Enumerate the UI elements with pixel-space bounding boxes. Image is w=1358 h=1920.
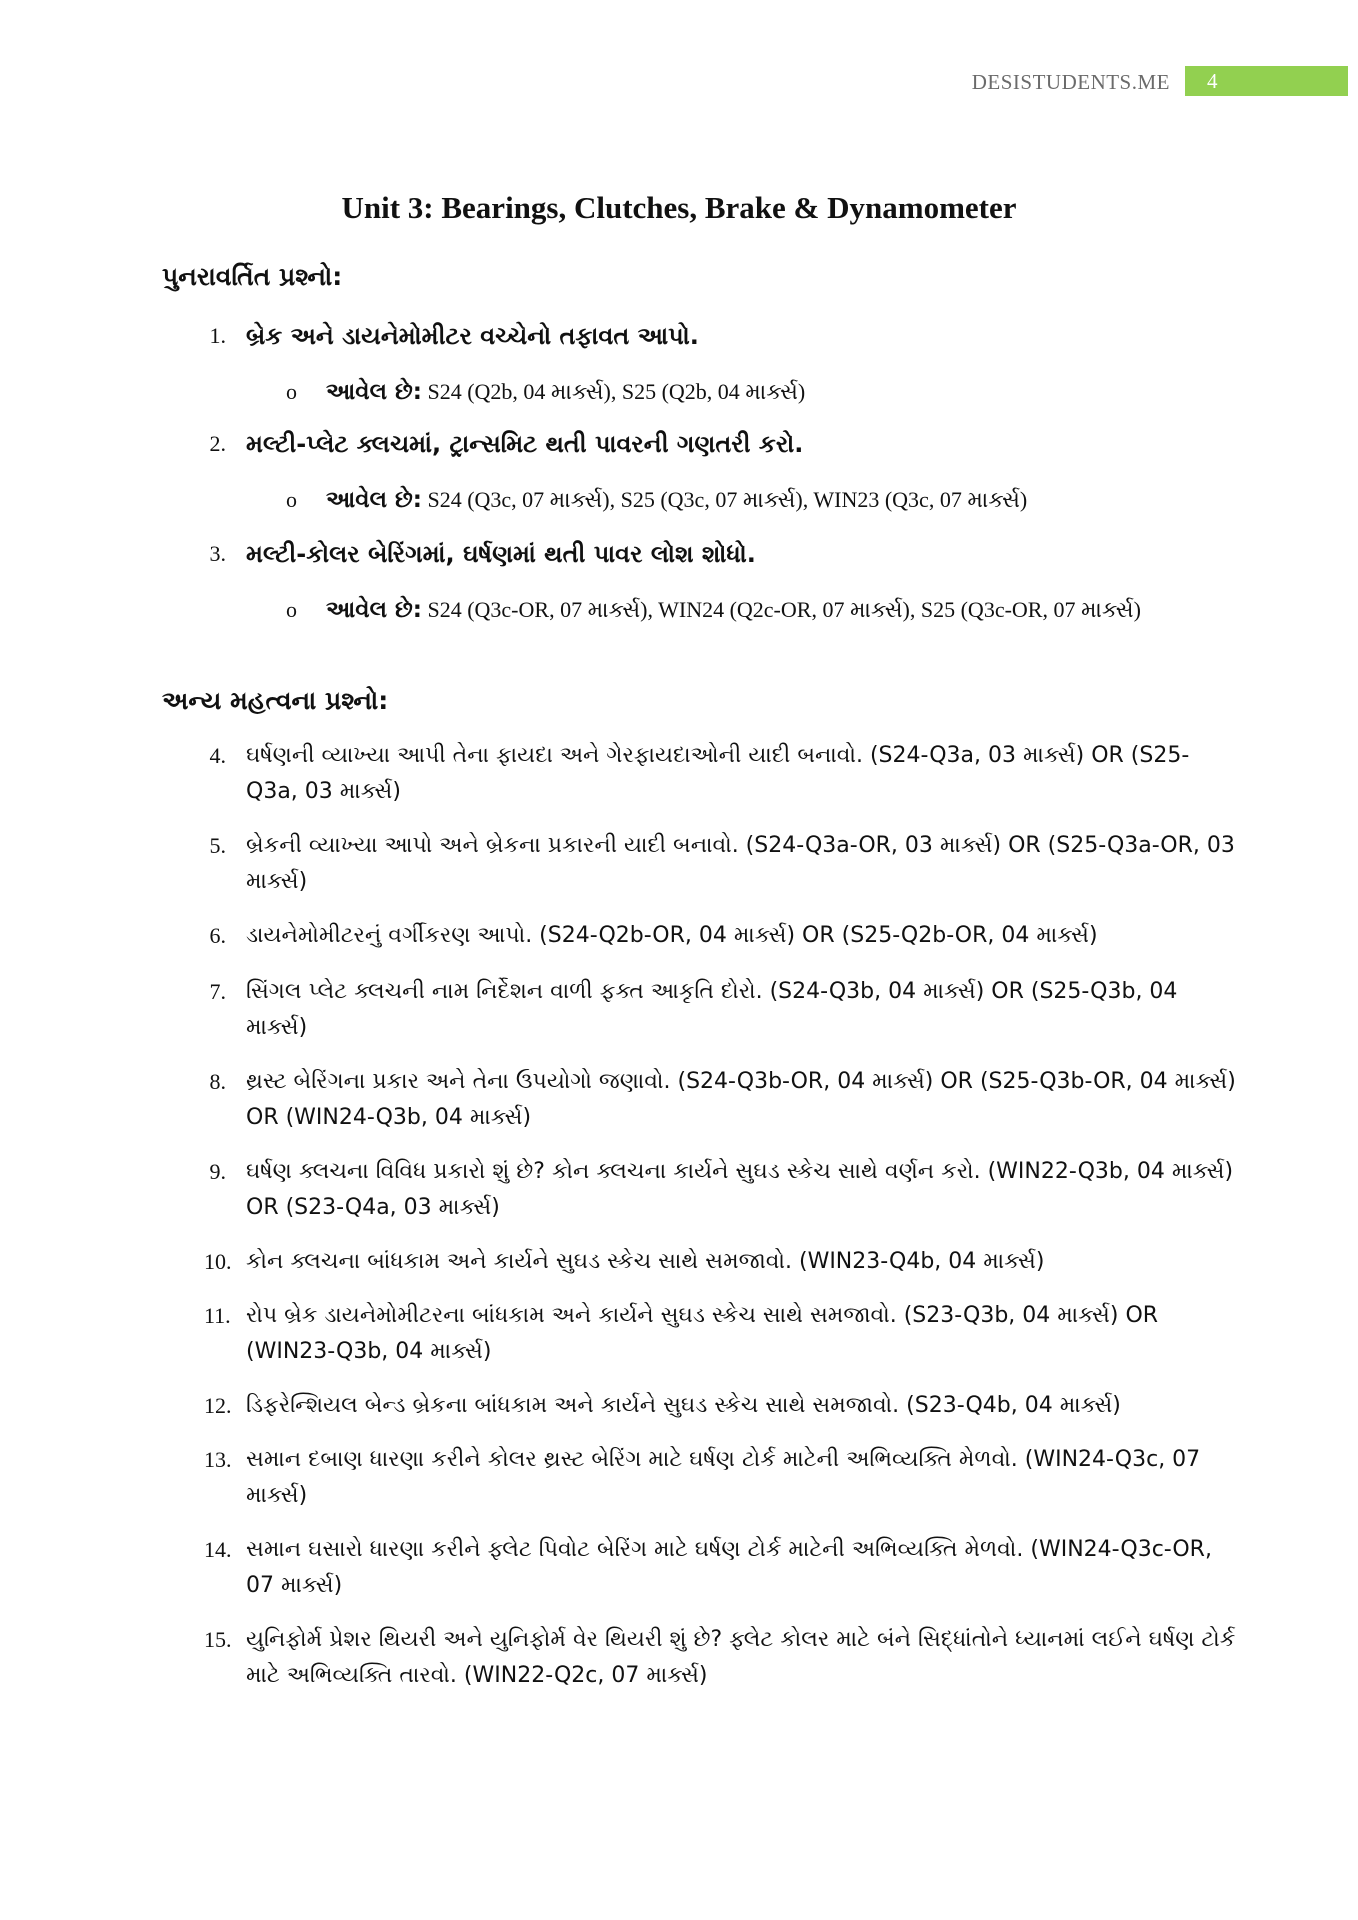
question-text: ડિફરેન્શિયલ બેન્ડ બ્રેકના બાંધકામ અને કાર્યને સુઘડ સ્કેચ સાથે સમજાવો. (S23-Q4b, 04 માર્ક્સ) [246, 1393, 1121, 1418]
page-header [0, 66, 1358, 96]
question-text: મલ્ટી-કોલર બેરિંગમાં, ઘર્ષણમાં થતી પાવર લોશ શોધો. [246, 540, 756, 568]
question-number: 3. [209, 541, 226, 566]
question-number: 13. [204, 1447, 232, 1472]
question-number: 4. [209, 743, 226, 768]
bullet-icon: o [286, 487, 297, 512]
asked-label: આવેલ છે: [326, 379, 422, 405]
question-text: રોપ બ્રેક ડાયનેમોમીટરના બાંધકામ અને કાર્યને સુઘડ સ્કેચ સાથે સમજાવો. (S23-Q3b, 04 માર્ક્સ) OR (WIN23-Q3b, 04 માર્ક્સ) [246, 1303, 1159, 1364]
question-text: બ્રેકની વ્યાખ્યા આપો અને બ્રેકના પ્રકારની યાદી બનાવો. (S24-Q3a-OR, 03 માર્ક્સ) OR (S25-Q3a-OR, 03 માર્ક્સ) [246, 833, 1235, 894]
question-number: 1. [209, 323, 226, 348]
question-text: થ્રસ્ટ બેરિંગના પ્રકાર અને તેના ઉપયોગો જણાવો. (S24-Q3b-OR, 04 માર્ક્સ) OR (S25-Q3b-OR, 04 માર્ક્સ) OR (WIN24-Q3b, 04 માર્ક્સ) [246, 1069, 1236, 1130]
question-text: કોન ક્લચના બાંધકામ અને કાર્યને સુઘડ સ્કેચ સાથે સમજાવો. (WIN23-Q4b, 04 માર્ક્સ) [246, 1249, 1045, 1274]
question-number: 5. [209, 833, 226, 858]
bullet-icon: o [286, 597, 297, 622]
question-text: સમાન દબાણ ધારણા કરીને કોલર થ્રસ્ટ બેરિંગ માટે ઘર્ષણ ટોર્ક માટેની અભિવ્યક્તિ મેળવો. (WIN24-Q3c, 07 માર્ક્સ) [246, 1447, 1201, 1508]
question-text: યુનિફોર્મ પ્રેશર થિયરી અને યુનિફોર્મ વેર થિયરી શું છે? ફ્લેટ કોલર માટે બંને સિદ્ધાંતોને ધ્યાનમાં લઈને ઘર્ષણ ટોર્ક માટે અભિવ્યક્તિ તારવો. (WIN22-Q2c, 07 માર્ક્સ) [246, 1627, 1236, 1688]
question-text: ઘર્ષણની વ્યાખ્યા આપી તેના ફાયદા અને ગેરફાયદાઓની યાદી બનાવો. (S24-Q3a, 03 માર્ક્સ) OR (S25-Q3a, 03 માર્ક્સ) [246, 743, 1190, 804]
question-text: બ્રેક અને ડાયનેમોમીટર વચ્ચેનો તફાવત આપો. [246, 322, 699, 350]
question-number: 2. [209, 431, 226, 456]
question-text: સિંગલ પ્લેટ ક્લચની નામ નિર્દેશન વાળી ફક્ત આકૃતિ દોરો. (S24-Q3b, 04 માર્ક્સ) OR (S25-Q3b, 04 માર્ક્સ) [246, 979, 1178, 1040]
asked-label: આવેલ છે: [326, 487, 422, 513]
asked-label: આવેલ છે: [326, 597, 422, 623]
repeated-questions-heading: પુનરાવર્તિત પ્રશ્નો: [162, 262, 343, 291]
bullet-icon: o [286, 379, 297, 404]
question-number: 11. [204, 1303, 231, 1328]
question-number: 8. [209, 1069, 226, 1094]
question-number: 15. [204, 1627, 232, 1652]
question-number: 14. [204, 1537, 232, 1562]
asked-refs: S24 (Q3c, 07 માર્ક્સ), S25 (Q3c, 07 માર્ક્સ), WIN23 (Q3c, 07 માર્ક્સ) [421, 487, 1028, 512]
asked-refs: S24 (Q2b, 04 માર્ક્સ), S25 (Q2b, 04 માર્ક્સ) [421, 379, 806, 404]
question-text: મલ્ટી-પ્લેટ ક્લચમાં, ટ્રાન્સમિટ થતી પાવરની ગણતરી કરો. [246, 430, 804, 458]
question-text: ઘર્ષણ ક્લચના વિવિધ પ્રકારો શું છે? કોન ક્લચના કાર્યને સુઘડ સ્કેચ સાથે વર્ણન કરો. (WIN22-Q3b, 04 માર્ક્સ) OR (S23-Q4a, 03 માર્ક્સ) [246, 1159, 1234, 1220]
other-questions-heading: અન્ય મહત્વના પ્રશ્નો: [162, 686, 389, 715]
site-name: DESISTUDENTS.ME [971, 70, 1170, 94]
question-text: ડાયનેમોમીટરનું વર્ગીકરણ આપો. (S24-Q2b-OR, 04 માર્ક્સ) OR (S25-Q2b-OR, 04 માર્ક્સ) [246, 923, 1098, 948]
page-title: Unit 3: Bearings, Clutches, Brake & Dynamometer [341, 190, 1017, 225]
question-number: 12. [204, 1393, 232, 1418]
page-number: 4 [1185, 66, 1348, 96]
question-number: 10. [204, 1249, 232, 1274]
question-text: સમાન ઘસારો ધારણા કરીને ફ્લેટ પિવોટ બેરિંગ માટે ઘર્ષણ ટોર્ક માટેની અભિવ્યક્તિ મેળવો. (WIN24-Q3c-OR, 07 માર્ક્સ) [246, 1537, 1212, 1598]
question-number: 6. [209, 923, 226, 948]
question-number: 7. [209, 979, 226, 1004]
question-number: 9. [209, 1159, 226, 1184]
asked-refs: S24 (Q3c-OR, 07 માર્ક્સ), WIN24 (Q2c-OR, 07 માર્ક્સ), S25 (Q3c-OR, 07 માર્ક્સ) [421, 597, 1141, 622]
